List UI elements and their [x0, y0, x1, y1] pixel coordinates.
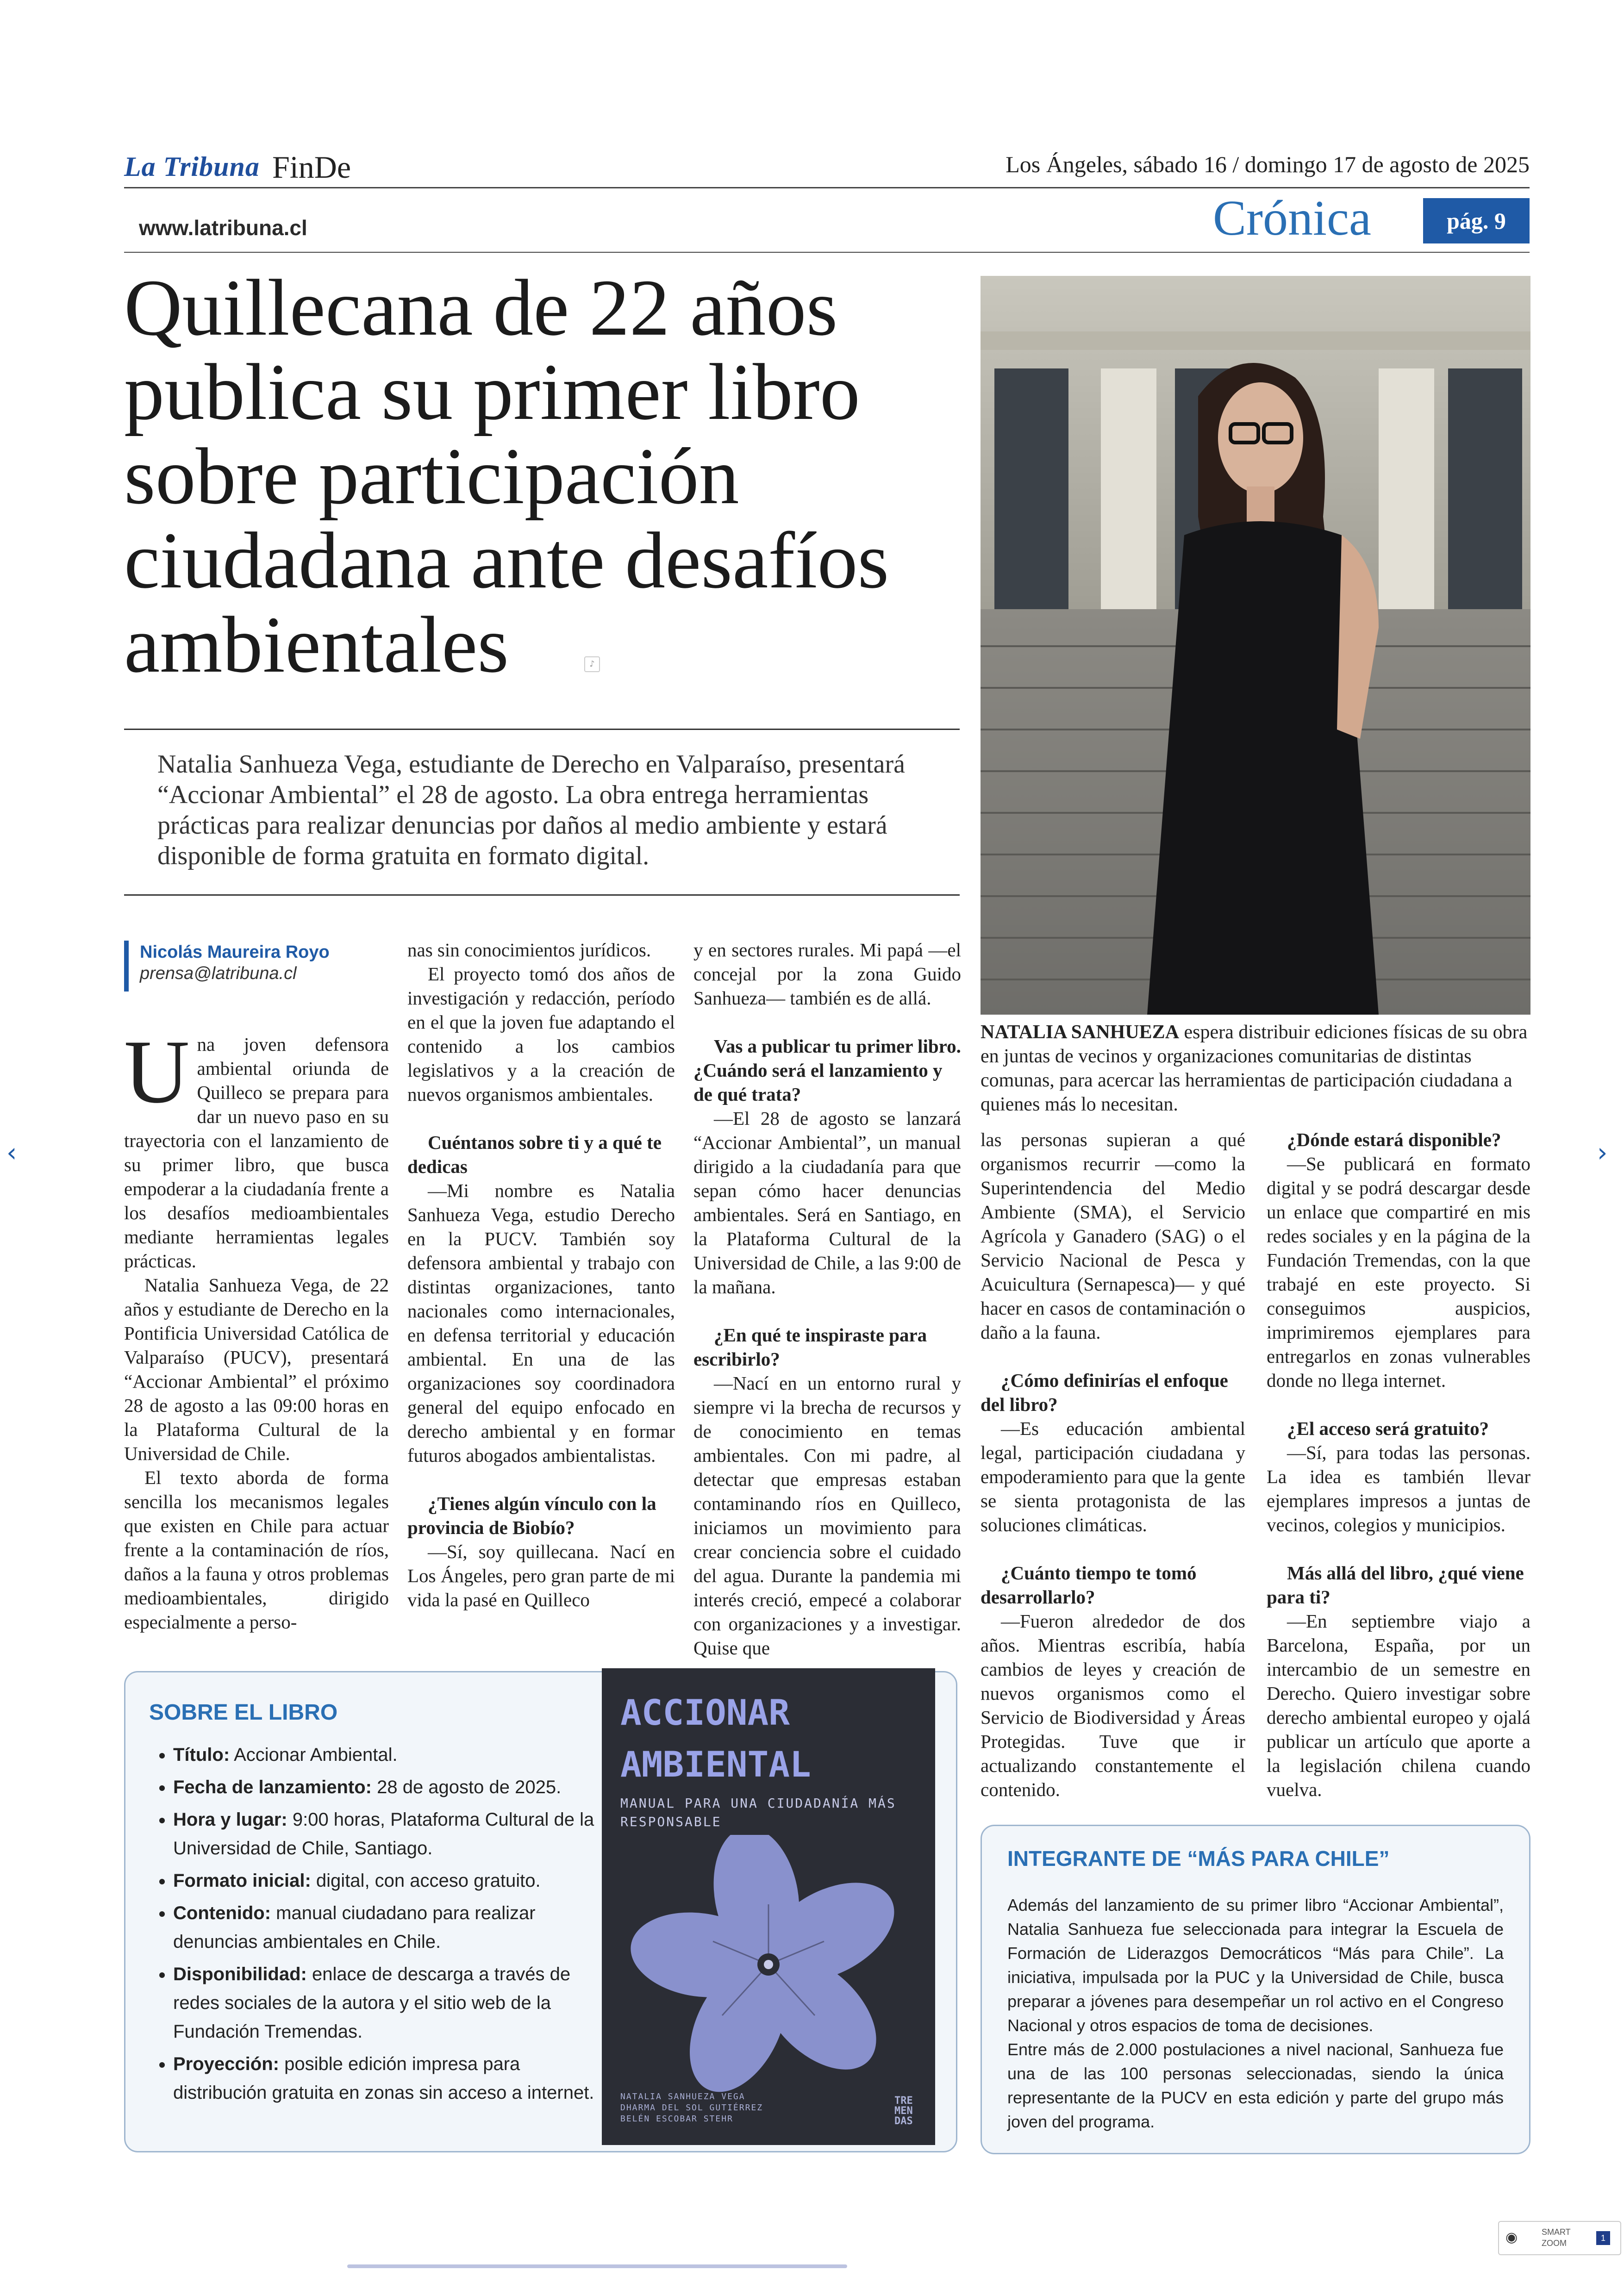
zoom-badge: 1: [1596, 2231, 1610, 2245]
deck-rule-bottom: [124, 894, 960, 896]
interview-question: ¿Cómo definirías el enfoque del libro?: [981, 1370, 1228, 1415]
website-link[interactable]: www.latribuna.cl: [139, 216, 307, 240]
smart-zoom-button[interactable]: [1498, 2221, 1621, 2255]
book-info-title: SOBRE EL LIBRO: [149, 1700, 338, 1725]
cover-title: [620, 1687, 811, 1790]
interview-answer: —En septiembre viajo a Barcelona, España, por un intercambio de un semestre en Derecho. Quiero investigar sobre derecho ambiental europeo y ojalá publicar un artículo que aporte a la legislación chilena cuando vuelva.: [1267, 1610, 1530, 1800]
item-label: Título:: [173, 1745, 230, 1765]
paragraph: Entre más de 2.000 postulaciones a nivel nacional, Sanhueza fue una de las 100 personas seleccionadas, siendo la única representante de la PUCV en esta edición y parte del grupo más joven del programa.: [1007, 2040, 1504, 2131]
dateline: Los Ángeles, sábado 16 / domingo 17 de agosto de 2025: [1006, 151, 1530, 177]
edition-name: FinDe: [272, 150, 351, 185]
caption-text: espera distribuir ediciones físicas de su obra en juntas de vecinos y organizaciones comunitarias de distintas comunas, para acercar las herramientas de participación ciudadana a quienes más lo necesitan.: [981, 1022, 1528, 1115]
publisher-line: MEN: [894, 2105, 913, 2117]
chevron-right-icon[interactable]: ›: [1597, 1138, 1608, 1168]
interview-question: Más allá del libro, ¿qué viene para ti?: [1267, 1562, 1524, 1608]
cover-author: NATALIA SANHUEZA VEGA: [620, 2092, 745, 2102]
book-info-item: [173, 1960, 613, 2046]
sidebar-box-title: INTEGRANTE DE “MÁS PARA CHILE”: [1007, 1846, 1390, 1871]
interview-question: ¿Dónde estará disponible?: [1287, 1129, 1501, 1150]
interview-question: ¿El acceso será gratuito?: [1287, 1418, 1489, 1439]
publisher-line: TRE: [894, 2095, 913, 2107]
article-column-5: [1267, 1128, 1530, 1802]
item-value: 28 de agosto de 2025.: [371, 1777, 562, 1797]
book-info-item: [173, 2050, 613, 2107]
article-column-1: [124, 1022, 389, 1634]
item-value: digital, con acceso gratuito.: [311, 1871, 541, 1891]
zoom-label: SMART ZOOM: [1542, 2227, 1571, 2248]
cover-title-line: AMBIENTAL: [620, 1744, 811, 1785]
article-column-4: [981, 1128, 1245, 1802]
article-photo: [981, 276, 1530, 1015]
interview-question: ¿Cuánto tiempo te tomó desarrollarlo?: [981, 1562, 1197, 1608]
item-value: manual ciudadano para realizar denuncias ambientales en Chile.: [173, 1903, 536, 1952]
interview-question: Cuéntanos sobre ti y a qué te dedicas: [407, 1132, 662, 1177]
item-label: Contenido:: [173, 1903, 271, 1923]
article-column-3: [693, 938, 961, 1660]
item-value: 9:00 horas, Plataforma Cultural de la Universidad de Chile, Santiago.: [173, 1809, 594, 1858]
header-rule: [124, 187, 1530, 188]
article-column-2: [407, 938, 675, 1612]
byline-email[interactable]: prensa@latribuna.cl: [140, 964, 297, 983]
audio-icon[interactable]: ♪: [584, 656, 600, 672]
item-label: Hora y lugar:: [173, 1809, 287, 1830]
item-label: Proyección:: [173, 2054, 279, 2074]
interview-answer: —Fueron alrededor de dos años. Mientras escribía, había cambios de leyes y creación de nuevos organismos como el Servicio de Biodiversidad y Áreas Protegidas. Tuve que ir actualizando constantemente el contenido.: [981, 1610, 1245, 1800]
byline-author: Nicolás Maureira Royo: [140, 942, 330, 962]
sidebar-box-text: [1007, 1893, 1504, 2134]
cover-subtitle: MANUAL PARA UNA CIUDADANÍA MÁS RESPONSABLE: [620, 1796, 896, 1829]
paragraph: y en sectores rurales. Mi papá —el concejal por la zona Guido Sanhueza— también es de allá.: [693, 939, 961, 1009]
book-info-list: [153, 1740, 613, 2111]
deck-rule-top: [124, 729, 960, 730]
section-title: Crónica: [1213, 191, 1371, 246]
eye-icon: ◉: [1505, 2229, 1518, 2245]
headline: Quillecana de 22 años publica su primer libro sobre participación ciudadana ante desafíos ambientales: [124, 263, 889, 689]
book-info-item: [173, 1805, 613, 1863]
paragraph: El proyecto tomó dos años de investigación y redacción, período en el que la joven fue adaptando el contenido a los cambios legislativos y a la creación de nuevos organismos ambientales.: [407, 963, 675, 1105]
interview-answer: —El 28 de agosto se lanzará “Accionar Ambiental”, un manual dirigido a la ciudadanía para que sepan cómo hacer denuncias ambientales. Será en Santiago, en la Plataforma Cultural de la Universidad de Chile, a las 9:00 de la mañana.: [693, 1108, 961, 1297]
cover-author: BELÉN ESCOBAR STEHR: [620, 2114, 733, 2124]
article-deck: Natalia Sanhueza Vega, estudiante de Derecho en Valparaíso, presentará “Accionar Ambiental” el 28 de agosto. La obra entrega herramientas prácticas para realizar denuncias por daños al medio ambiente y estará disponible de forma gratuita en formato digital.: [157, 750, 906, 870]
item-value: enlace de descarga a través de redes sociales de la autora y el sitio web de la Fundación Tremendas.: [173, 1964, 571, 2042]
item-label: Disponibilidad:: [173, 1964, 307, 1984]
byline-accent-bar: [124, 941, 129, 992]
chevron-left-icon[interactable]: ‹: [6, 1138, 17, 1168]
photo-caption: [981, 1020, 1530, 1116]
interview-question: ¿En qué te inspiraste para escribirlo?: [693, 1324, 927, 1370]
cover-title-line: ACCIONAR: [620, 1692, 790, 1733]
book-info-item: [173, 1740, 613, 1769]
interview-question: Vas a publicar tu primer libro. ¿Cuándo será el lanzamiento y de qué trata?: [693, 1035, 961, 1105]
paragraph: Además del lanzamiento de su primer libro “Accionar Ambiental”, Natalia Sanhueza fue seleccionada para integrar la Escuela de Formación de Liderazgos Democráticos “Más para Chile”. La iniciativa, impulsada por la PUC y la Universidad de Chile, busca preparar a jóvenes para desempeñar un rol activo en el Congreso Nacional y otros espacios de toma de decisiones.: [1007, 1896, 1504, 2035]
dropcap: U: [124, 1022, 190, 1122]
flower-illustration: [602, 1835, 935, 2094]
header-rule-bottom: [124, 252, 1530, 253]
book-info-item: [173, 1866, 613, 1895]
interview-answer: —Sí, soy quillecana. Nací en Los Ángeles, pero gran parte de mi vida la pasé en Quilleco: [407, 1541, 675, 1610]
page-scrollbar[interactable]: [347, 2264, 847, 2268]
paragraph: Natalia Sanhueza Vega, de 22 años y estudiante de Derecho en la Pontificia Universidad Católica de Valparaíso (PUCV), presentará “Accionar Ambiental” el próximo 28 de agosto a las 09:00 horas en la Plataforma Cultural de la Universidad de Chile.: [124, 1274, 389, 1464]
paragraph: las personas supieran a qué organismos recurrir —como la Superintendencia del Medio Ambiente (SMA), el Servicio Agrícola y Ganadero (SAG) o el Servicio Nacional de Pesca y Acuicultura (Sernapesca)— y qué hacer en casos de contaminación o daño a la fauna.: [981, 1129, 1245, 1343]
item-value: Accionar Ambiental.: [230, 1745, 398, 1765]
publisher-line: DAS: [894, 2115, 913, 2127]
book-info-item: [173, 1773, 613, 1802]
interview-answer: —Sí, para todas las personas. La idea es también llevar ejemplares impresos a juntas de vecinos, colegios y municipios.: [1267, 1442, 1530, 1535]
lead-paragraph: [124, 1022, 389, 1273]
item-value: posible edición impresa para distribución gratuita en zonas sin acceso a internet.: [173, 2054, 594, 2103]
lead-text: na joven defensora ambiental oriunda de Quilleco se prepara para dar un nuevo paso en su trayectoria con el lanzamiento de su primer libro, que busca empoderar a la ciudadanía frente a los desafíos medioambientales mediante herramientas legales prácticas.: [124, 1034, 389, 1272]
interview-answer: —Mi nombre es Natalia Sanhueza Vega, estudio Derecho en la PUCV. También soy defensora ambiental y trabajo con distintas organizaciones, tanto nacionales como internacionales, en defensa territorial y educación ambiental. En una de las organizaciones soy coordinadora general del equipo enfocado en derecho ambiental y en formar futuros abogados ambientalistas.: [407, 1180, 675, 1466]
cover-publisher-logo: [894, 2096, 913, 2127]
photo-illustration: [981, 276, 1530, 1015]
book-cover: [602, 1668, 935, 2145]
cover-author: DHARMA DEL SOL GUTIÉRREZ: [620, 2103, 763, 2113]
caption-lead: NATALIA SANHUEZA: [981, 1022, 1180, 1043]
book-info-item: [173, 1899, 613, 1956]
interview-answer: —Se publicará en formato digital y se podrá descargar desde un enlace que compartiré en mis redes sociales y en la página de la Fundación Tremendas, con la que trabajé en este proyecto. Si conseguimos auspicios, imprimiremos ejemplares para entregarlos en zonas vulnerables donde no llega internet.: [1267, 1153, 1530, 1391]
item-label: Fecha de lanzamiento:: [173, 1777, 372, 1797]
cover-authors: [620, 2091, 861, 2125]
interview-question: ¿Tienes algún vínculo con la provincia de Biobío?: [407, 1493, 656, 1538]
interview-answer: —Es educación ambiental legal, participación ciudadana y empoderamiento para que la gente se sienta protagonista de las soluciones climáticas.: [981, 1418, 1245, 1535]
interview-answer: —Nací en un entorno rural y siempre vi la brecha de recursos y de conocimiento en temas ambientales. Con mi padre, al detectar que empresas estaban contaminando ríos en Quilleco, iniciamos un movimiento para crear conciencia sobre el cuidado del agua. Durante la pandemia mi interés creció, empecé a colaborar con organizaciones y a investigar. Quise que: [693, 1372, 961, 1659]
page-number-badge: pág. 9: [1423, 198, 1530, 243]
paragraph: nas sin conocimientos jurídicos.: [407, 939, 651, 960]
paragraph: El texto aborda de forma sencilla los mecanismos legales que existen en Chile para actuar frente a la contaminación de ríos, daños a la fauna y otros problemas medioambientales, dirigido especialmente a perso-: [124, 1467, 389, 1633]
masthead-logo[interactable]: La Tribuna: [124, 151, 260, 182]
item-label: Formato inicial:: [173, 1871, 311, 1891]
